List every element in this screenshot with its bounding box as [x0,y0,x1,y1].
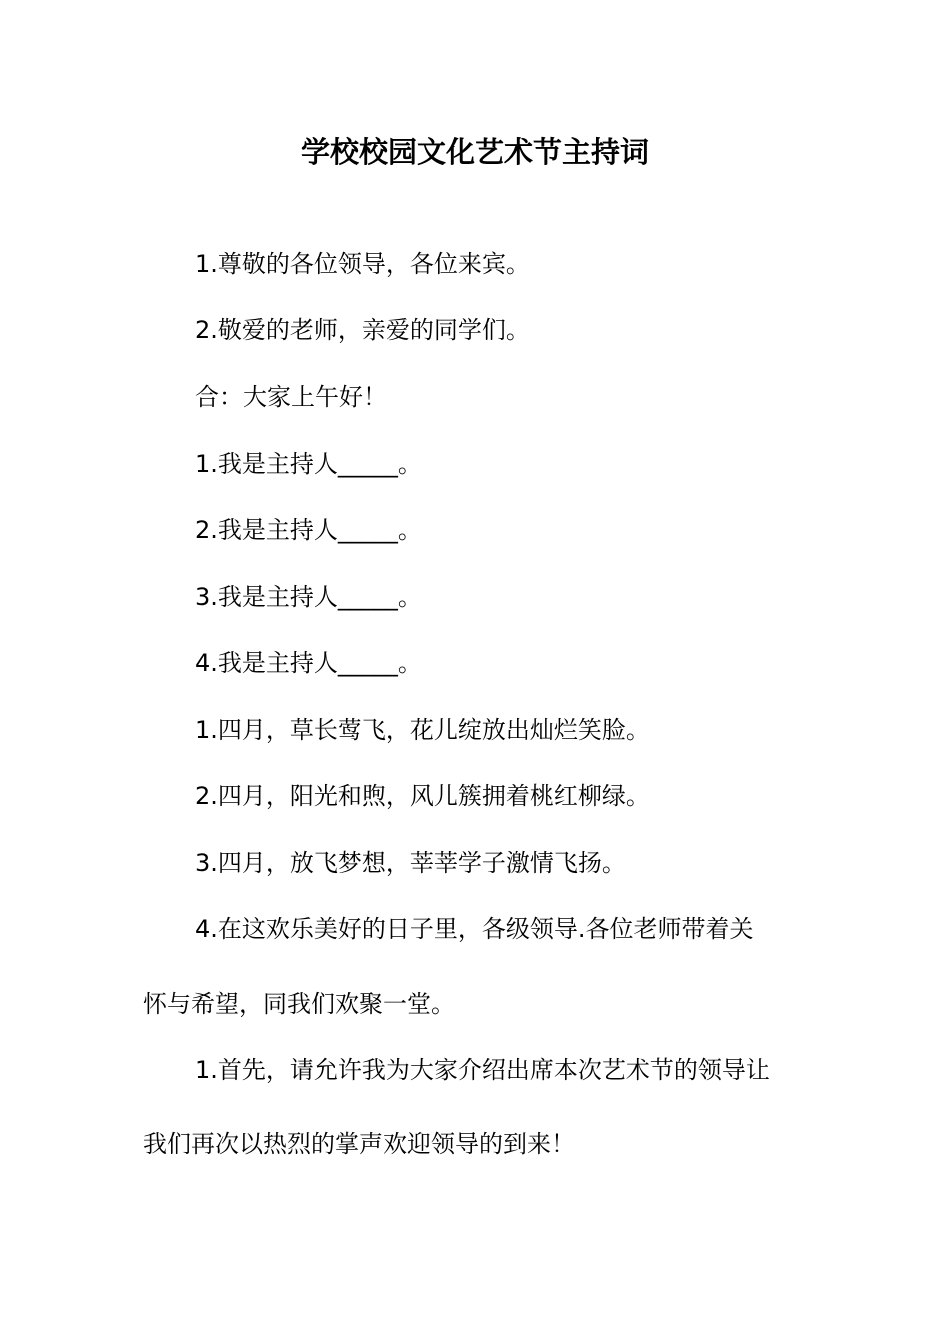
paragraph: 1.我是主持人_____。 [195,450,422,478]
paragraph: 4.我是主持人_____。 [195,649,422,677]
paragraph: 1.四月，草长莺飞，花儿绽放出灿烂笑脸。 [195,716,650,744]
paragraph: 3.我是主持人_____。 [195,583,422,611]
paragraph-line: 我们再次以热烈的掌声欢迎领导的到来！ [143,1130,575,1158]
document-title: 学校校园文化艺术节主持词 [300,135,649,169]
paragraph: 2.敬爱的老师，亲爱的同学们。 [195,316,530,344]
paragraph-line: 4.在这欢乐美好的日子里，各级领导.各位老师带着关 [195,915,754,943]
paragraph: 合：大家上午好！ [195,383,387,411]
paragraph-line: 怀与希望，同我们欢聚一堂。 [143,990,455,1018]
paragraph: 2.我是主持人_____。 [195,516,422,544]
paragraph: 2.四月，阳光和煦，风儿簇拥着桃红柳绿。 [195,782,650,810]
paragraph: 3.四月，放飞梦想，莘莘学子激情飞扬。 [195,849,626,877]
paragraph-line: 1.首先，请允许我为大家介绍出席本次艺术节的领导让 [195,1056,770,1084]
paragraph: 1.尊敬的各位领导，各位来宾。 [195,250,530,278]
